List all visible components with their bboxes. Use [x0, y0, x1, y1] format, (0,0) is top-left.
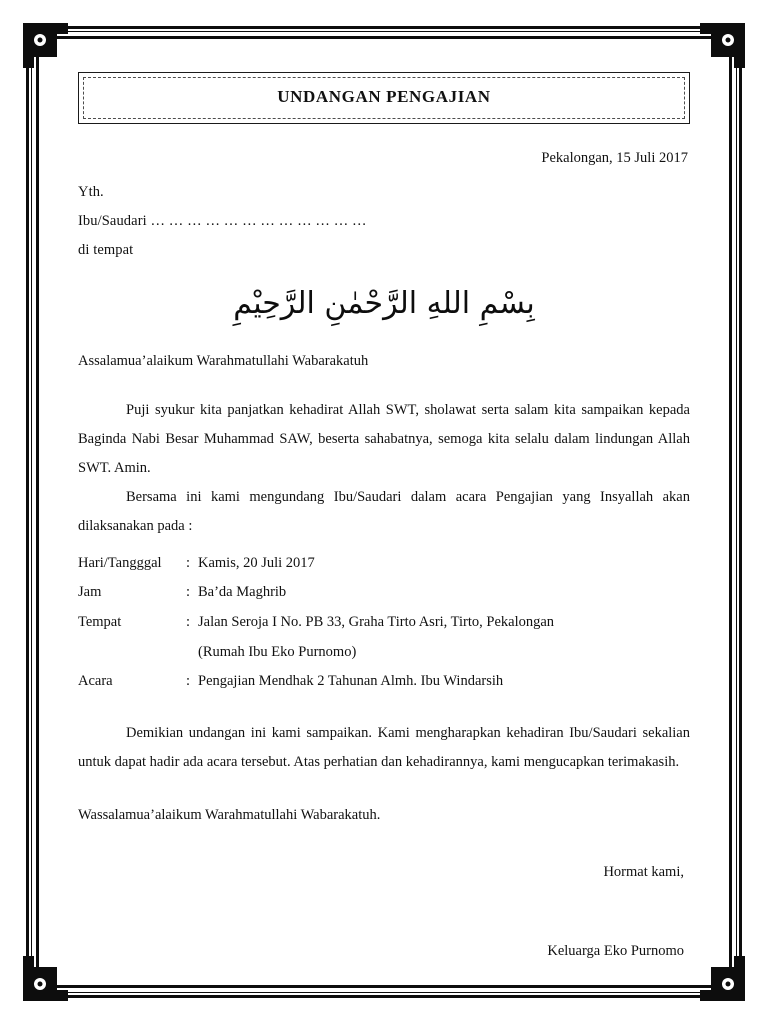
- detail-row: [78, 667, 690, 697]
- corner-dot-icon: [34, 978, 46, 990]
- signature-block: [78, 864, 690, 960]
- corner-dot-icon: [722, 978, 734, 990]
- recipient-honorific: Yth.: [78, 184, 104, 200]
- event-details-list: [78, 549, 690, 698]
- title-box: [78, 72, 690, 124]
- detail-row: [78, 549, 690, 579]
- corner-dot-icon: [34, 34, 46, 46]
- corner-step-block: [734, 956, 745, 967]
- detail-separator: :: [186, 584, 191, 601]
- detail-separator: :: [186, 673, 191, 690]
- corner-ornament-top-left: [23, 23, 57, 57]
- farewell-greeting: Wassalamua’alaikum Warahmatullahi Wabarakatuh.: [78, 807, 381, 824]
- corner-dot-icon: [722, 34, 734, 46]
- corner-ornament-bottom-left: [23, 967, 57, 1001]
- corner-ornament-top-right: [711, 23, 745, 57]
- signature-signer: Keluarga Eko Purnomo: [547, 943, 684, 960]
- detail-separator: :: [186, 554, 191, 571]
- body-paragraph-2: Bersama ini kami mengundang Ibu/Saudari dalam acara Pengajian yang Insyallah akan dilaksanakan pada :: [78, 488, 690, 534]
- title-box-inner: [83, 77, 685, 119]
- corner-step-block: [700, 23, 711, 34]
- recipient-address-line: di tempat: [78, 242, 134, 258]
- closing-paragraph: Demikian undangan ini kami sampaikan. Kami mengharapkan kehadiran Ibu/Saudari sekalian untuk dapat hadir ada acara tersebut. Atas perhatian dan kehadirannya, kami mengucapkan terimakasih.: [78, 725, 690, 771]
- detail-value-jam: Ba’da Maghrib: [198, 584, 287, 601]
- detail-label-acara: Acara: [78, 673, 113, 690]
- detail-row: [78, 608, 690, 638]
- corner-step-block: [23, 57, 34, 68]
- basmallah-text: بِسْمِ اللهِ الرَّحْمٰنِ الرَّحِيْمِ: [233, 286, 535, 321]
- body-paragraph-1: Puji syukur kita panjatkan kehadirat Allah SWT, sholawat serta salam kita sampaikan kepada Baginda Nabi Besar Muhammad SAW, beserta sahabatnya, semoga kita selalu dalam lindungan Allah SWT. Amin.: [78, 401, 690, 476]
- detail-label-tempat: Tempat: [78, 613, 122, 630]
- page-title: UNDANGAN PENGAJIAN: [277, 87, 491, 106]
- signature-space: [78, 881, 684, 943]
- detail-value-acara: Pengajian Mendhak 2 Tahunan Almh. Ibu Windarsih: [198, 673, 504, 690]
- corner-step-block: [700, 990, 711, 1001]
- place-and-date: Pekalongan, 15 Juli 2017: [541, 150, 688, 166]
- detail-value-tempat: Jalan Seroja I No. PB 33, Graha Tirto Asri, Tirto, Pekalongan: [198, 613, 555, 630]
- corner-step-block: [57, 990, 68, 1001]
- detail-label-hari-tanggal: Hari/Tangggal: [78, 554, 162, 571]
- detail-value-tempat-continuation: (Rumah Ibu Eko Purnomo): [198, 643, 357, 660]
- detail-value-hari-tanggal: Kamis, 20 Juli 2017: [198, 554, 315, 571]
- detail-separator: :: [186, 613, 191, 630]
- signature-regards: Hormat kami,: [603, 864, 684, 881]
- detail-label-jam: Jam: [78, 584, 102, 601]
- opening-greeting: Assalamua’alaikum Warahmatullahi Wabarakatuh: [78, 352, 369, 369]
- detail-row: [78, 578, 690, 608]
- corner-step-block: [734, 57, 745, 68]
- corner-step-block: [57, 23, 68, 34]
- document-content: [78, 72, 690, 960]
- recipient-name-line: Ibu/Saudari … … … … … … … … … … … …: [78, 213, 367, 229]
- corner-ornament-bottom-right: [711, 967, 745, 1001]
- corner-step-block: [23, 956, 34, 967]
